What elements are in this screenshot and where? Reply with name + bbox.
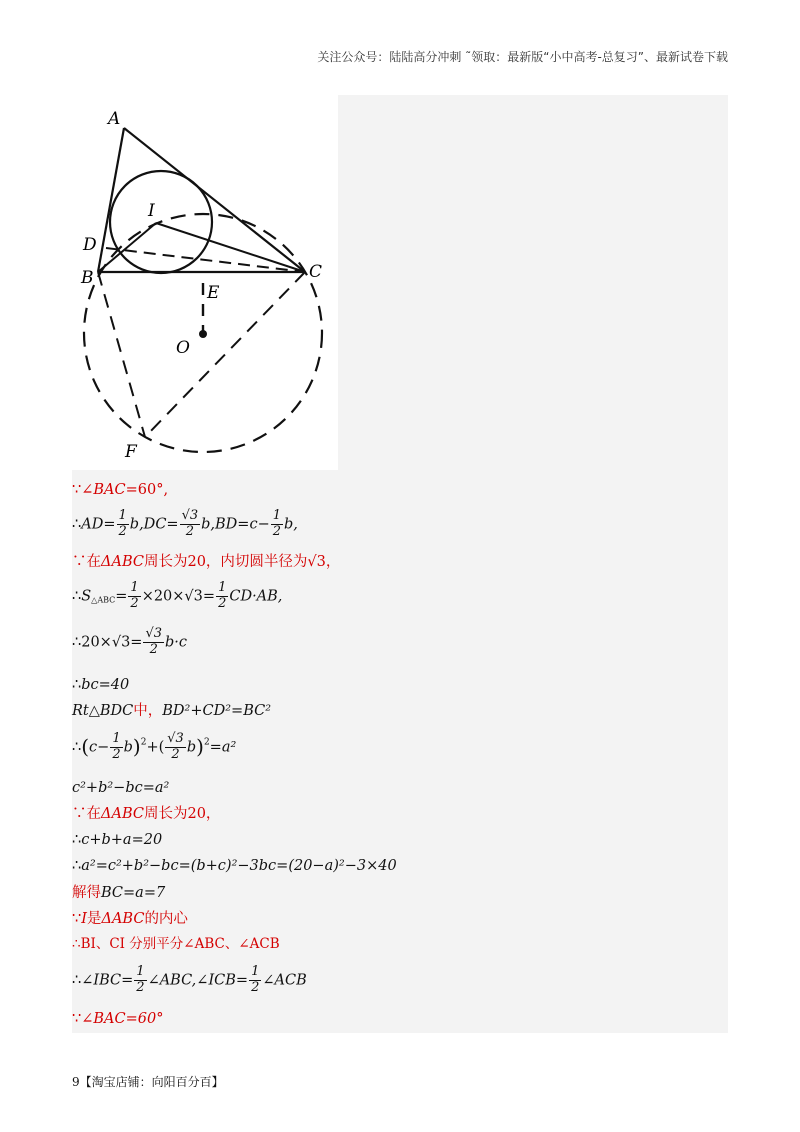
label-b: B xyxy=(81,268,94,288)
fraction: $\frac{√3}{2}$ xyxy=(181,508,199,539)
line-16: ∴∠IBC= $\frac{1}{2}$ ∠ABC,∠ICB= $\frac{1}{2}$ ∠ACB xyxy=(72,964,307,995)
line-12: ∴a²=c²+b²−bc=(b+c)²−3bc=(20−a)²−3×40 xyxy=(72,858,397,874)
segment-bf xyxy=(98,272,145,437)
geometry-figure xyxy=(72,95,338,470)
fraction: $\frac{1}{2}$ xyxy=(112,731,121,762)
side-ac xyxy=(124,128,305,272)
fraction: $\frac{1}{2}$ xyxy=(272,508,282,539)
line-11: ∴c+b+a=20 xyxy=(72,832,163,848)
center-o xyxy=(199,330,207,338)
segment-cf xyxy=(145,272,305,437)
line-7: Rt△BDC中，BD²+CD²=BC² xyxy=(72,703,272,719)
fraction: $\frac{1}{2}$ xyxy=(130,580,139,611)
solution-content xyxy=(72,95,728,1033)
fraction: $\frac{√3}{2}$ xyxy=(167,731,184,762)
footer-text: 【淘宝店铺：向阳百分百】 xyxy=(79,1075,224,1089)
line-5: ∴20×√3= $\frac{√3}{2}$ b·c xyxy=(72,626,188,657)
line-10: ∵在ΔABC周长为20， xyxy=(72,806,221,822)
label-o: O xyxy=(176,338,190,358)
label-e: E xyxy=(207,283,220,303)
label-f: F xyxy=(125,442,137,462)
line-3: ∵在ΔABC周长为20，内切圆半径为√3， xyxy=(72,554,341,570)
fraction: $\frac{1}{2}$ xyxy=(251,964,260,995)
label-i: I xyxy=(148,201,155,221)
fraction: $\frac{√3}{2}$ xyxy=(145,626,163,657)
line-2: ∴AD= $\frac{1}{2}$ b,DC= $\frac{√3}{2}$ b,BD=c− $\frac{1}{2}$ b, xyxy=(72,508,298,539)
segment-ic xyxy=(156,223,305,272)
line-13: 解得BC=a=7 xyxy=(72,885,166,901)
side-ab xyxy=(98,128,124,272)
fraction: $\frac{1}{2}$ xyxy=(118,508,127,539)
line-4: $\therefore S_{\triangle ABC}=$ $\frac{1}{2}$ ×20×√3= $\frac{1}{2}$ CD·AB, xyxy=(72,580,283,611)
line-14: ∵I是ΔABC的内心 xyxy=(72,911,188,927)
label-a: A xyxy=(108,109,121,129)
line-6: ∴bc=40 xyxy=(72,677,130,693)
line-15: ∴BI、CI 分别平分∠ABC、∠ACB xyxy=(72,936,280,952)
page-header: 关注公众号：陆陆高分冲刺 ˜领取：最新版“小中高考-总复习”、最新试卷下载 xyxy=(317,50,728,64)
page-footer xyxy=(72,1073,224,1090)
page-number: 9 xyxy=(72,1075,80,1089)
line-17: ∵∠BAC=60° xyxy=(72,1011,164,1027)
label-c: C xyxy=(309,262,323,282)
geometry-diagram xyxy=(72,95,338,470)
line-8: ∴(c− $\frac{1}{2}$ b)$^2$+( $\frac{√3}{2}$ b)$^2$=a² xyxy=(72,731,237,762)
fraction: $\frac{1}{2}$ xyxy=(218,580,227,611)
line-1: ∵∠BAC=60°, xyxy=(72,482,169,498)
label-d: D xyxy=(83,235,97,255)
segment-dc xyxy=(106,248,305,272)
fraction: $\frac{1}{2}$ xyxy=(136,964,145,995)
line-9: c²+b²−bc=a² xyxy=(72,780,170,796)
